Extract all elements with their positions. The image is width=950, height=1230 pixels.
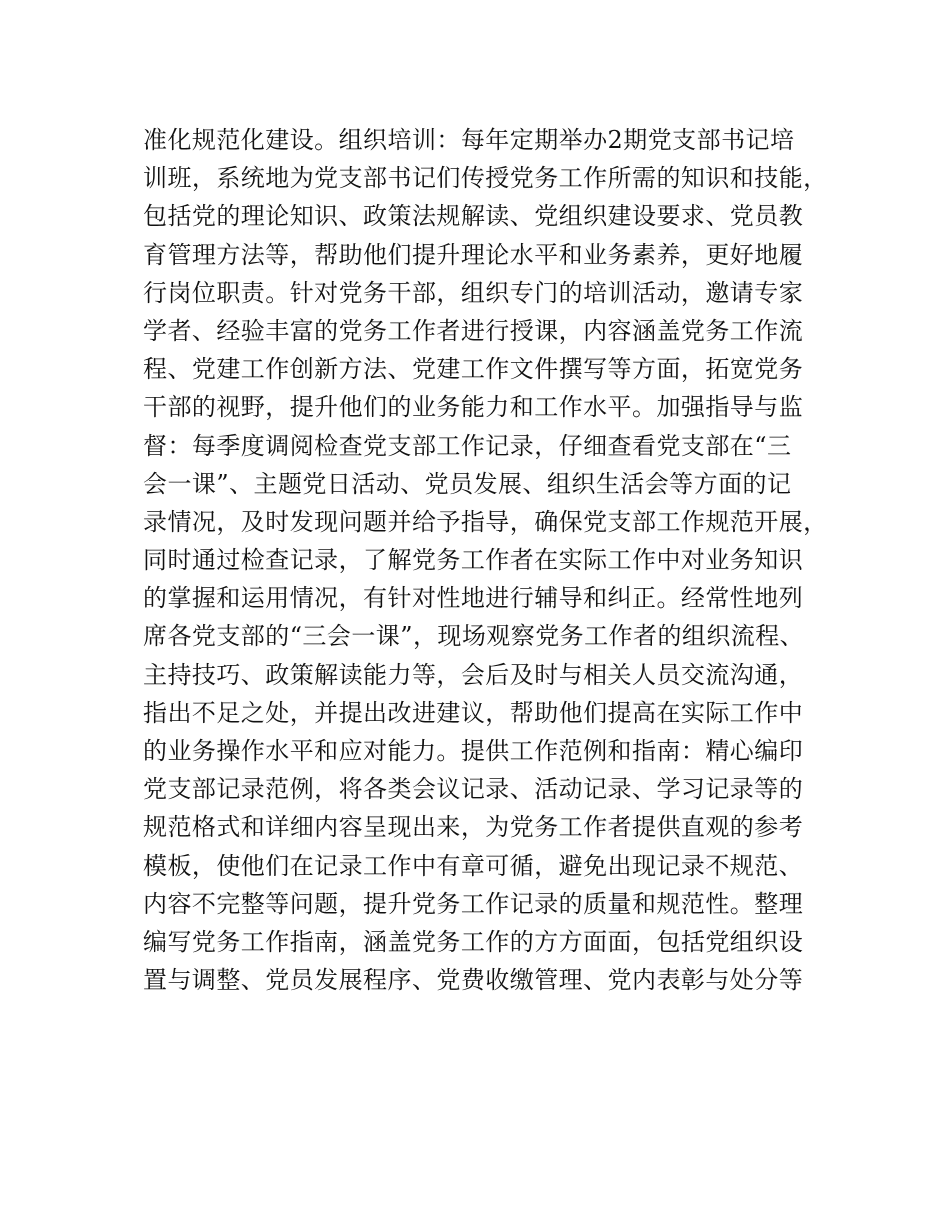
- text-line: 录情况，及时发现问题并给予指导，确保党支部工作规范开展，: [143, 507, 828, 536]
- text-line: 学者、经验丰富的党务工作者进行授课，内容涵盖党务工作流: [143, 316, 804, 345]
- text-line: 席各党支部的“三会一课”，现场观察党务工作者的组织流程、: [143, 622, 805, 651]
- text-line: 置与调整、党员发展程序、党费收缴管理、党内表彰与处分等: [143, 966, 804, 995]
- text-line: 模板，使他们在记录工作中有章可循，避免出现记录不规范、: [143, 851, 804, 880]
- text-line: 会一课”、主题党日活动、党员发展、组织生活会等方面的记: [143, 469, 792, 498]
- text-line: 内容不完整等问题，提升党务工作记录的质量和规范性。整理: [143, 889, 804, 918]
- text-line: 行岗位职责。针对党务干部，组织专门的培训活动，邀请专家: [143, 278, 804, 307]
- text-line: 主持技巧、政策解读能力等，会后及时与相关人员交流沟通，: [143, 660, 804, 689]
- text-line: 的掌握和运用情况，有针对性地进行辅导和纠正。经常性地列: [143, 584, 804, 613]
- text-line: 干部的视野，提升他们的业务能力和工作水平。加强指导与监: [143, 393, 804, 422]
- text-line: 同时通过检查记录，了解党务工作者在实际工作中对业务知识: [143, 546, 804, 575]
- text-line: 指出不足之处，并提出改进建议，帮助他们提高在实际工作中: [143, 698, 804, 727]
- text-line: 准化规范化建设。组织培训：每年定期举办2期党支部书记培: [143, 126, 795, 154]
- text-line: 规范格式和详细内容呈现出来，为党务工作者提供直观的参考: [143, 813, 804, 842]
- text-line: 程、党建工作创新方法、党建工作文件撰写等方面，拓宽党务: [143, 355, 804, 384]
- text-line: 党支部记录范例，将各类会议记录、活动记录、学习记录等的: [143, 775, 804, 804]
- text-line: 督：每季度调阅检查党支部工作记录，仔细查看党支部在“三: [143, 431, 792, 460]
- text-line: 训班，系统地为党支部书记们传授党务工作所需的知识和技能，: [143, 164, 828, 193]
- text-line: 的业务操作水平和应对能力。提供工作范例和指南：精心编印: [143, 737, 804, 765]
- text-line: 编写党务工作指南，涵盖党务工作的方方面面，包括党组织设: [143, 927, 804, 956]
- text-line: 包括党的理论知识、政策法规解读、党组织建设要求、党员教: [143, 202, 804, 231]
- text-line: 育管理方法等，帮助他们提升理论水平和业务素养，更好地履: [143, 240, 804, 269]
- body-text: [143, 121, 828, 999]
